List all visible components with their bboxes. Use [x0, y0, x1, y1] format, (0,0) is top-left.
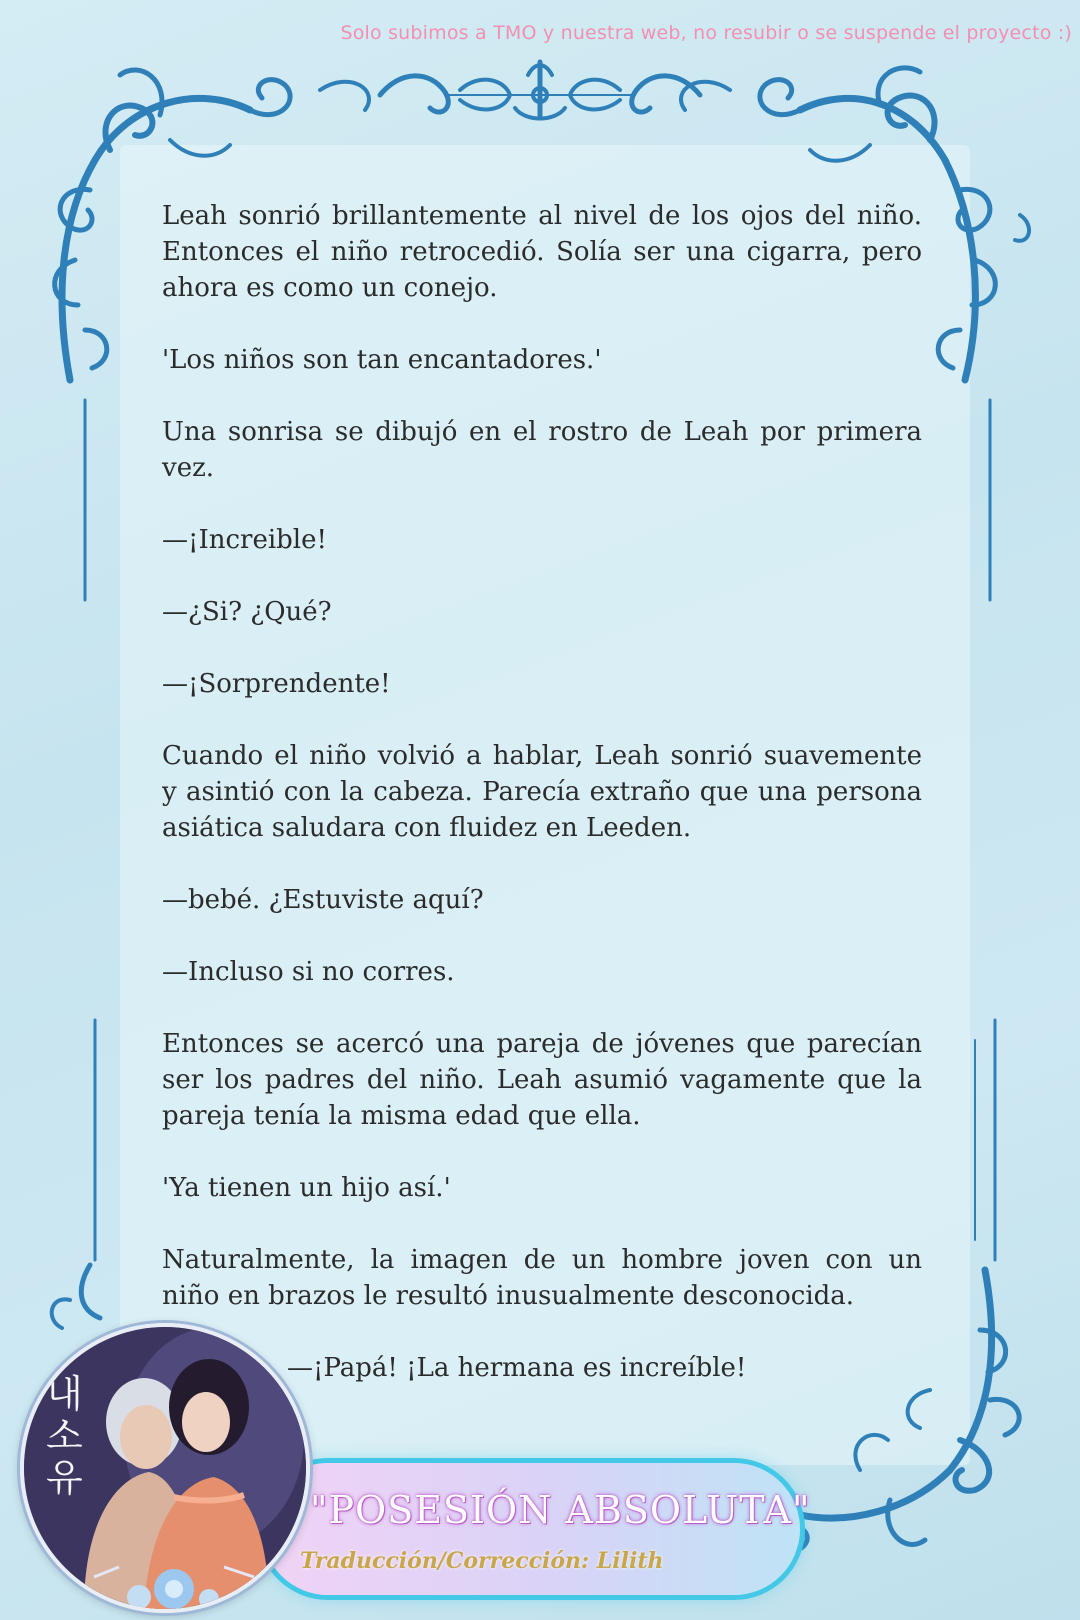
paragraph: —bebé. ¿Estuviste aquí? — [162, 885, 484, 915]
paragraph: Naturalmente, la imagen de un hombre joven con un niño en brazos le resultó inusualmente desconocida. — [162, 1245, 922, 1311]
paragraph: 'Ya tienen un hijo así.' — [162, 1173, 451, 1203]
paragraph: —¿Si? ¿Qué? — [162, 597, 332, 627]
paragraph: Cuando el niño volvió a hablar, Leah sonrió suavemente y asintió con la cabeza. Parecía extraño que una persona asiática saludara con fluidez en Leeden. — [162, 741, 922, 843]
paragraph: —Incluso si no corres. — [162, 957, 455, 987]
story-text — [162, 198, 922, 1422]
svg-text:내: 내 — [46, 1372, 83, 1416]
cover-illustration-icon — [24, 1327, 306, 1609]
paragraph: —¡Increible! — [162, 525, 327, 555]
series-title: "POSESIÓN ABSOLUTA" — [310, 1488, 811, 1532]
paragraph: —¡Sorprendente! — [162, 669, 391, 699]
paragraph: Una sonrisa se dibujó en el rostro de Leah por primera vez. — [162, 417, 922, 483]
paragraph: Leah sonrió brillantemente al nivel de los ojos del niño. Entonces el niño retrocedió. Solía ser una cigarra, pero ahora es como un conejo. — [162, 201, 922, 303]
top-filigree-icon — [380, 62, 700, 119]
paragraph: 'Los niños son tan encantadores.' — [162, 345, 602, 375]
translation-credit: Traducción/Corrección: Lilith — [300, 1548, 664, 1574]
paragraph: Entonces se acercó una pareja de jóvenes que parecían ser los padres del niño. Leah asumió vagamente que la pareja tenía la misma edad que ella. — [162, 1029, 922, 1131]
cover-art-badge — [20, 1323, 310, 1613]
scanlation-watermark: Solo subimos a TMO y nuestra web, no resubir o se suspende el proyecto :) — [340, 22, 1072, 44]
svg-text:유: 유 — [46, 1456, 83, 1500]
svg-text:소: 소 — [46, 1414, 83, 1458]
bottom-left-corner-scroll-icon — [52, 1265, 100, 1328]
paragraph: —¡Papá! ¡La hermana es increíble! — [287, 1353, 747, 1383]
